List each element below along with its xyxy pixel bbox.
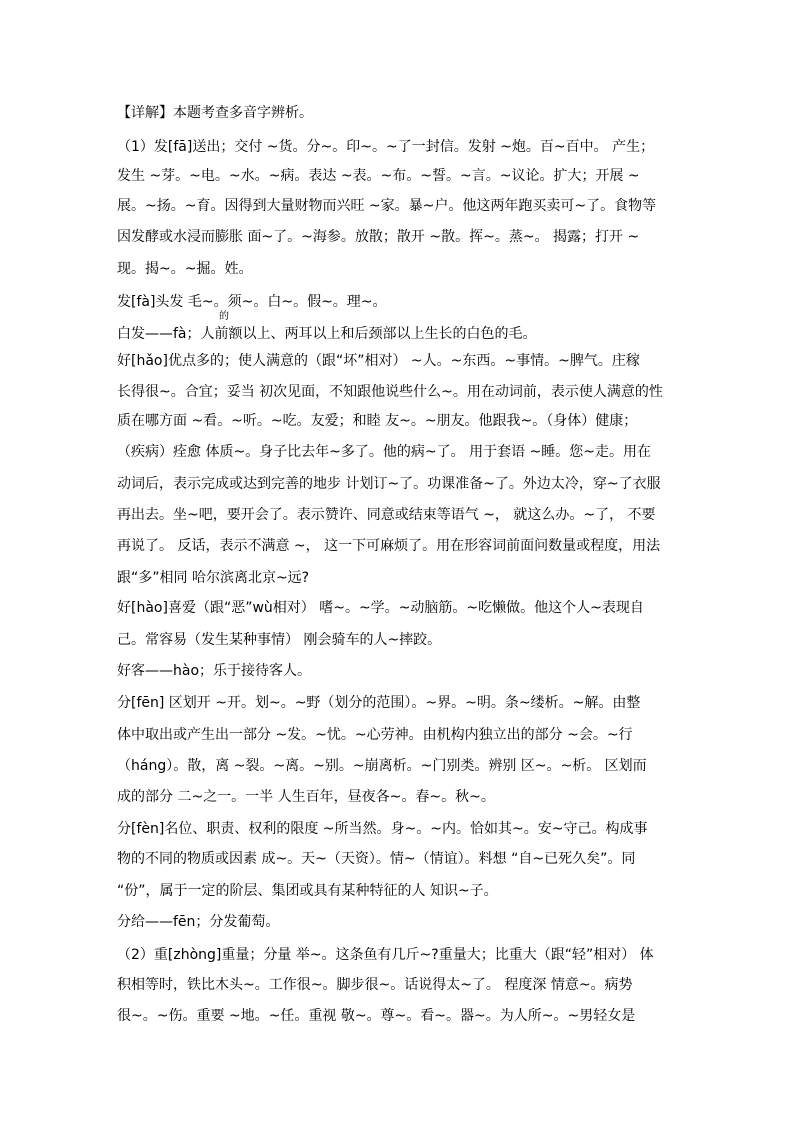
superscript-note: 的 bbox=[219, 311, 229, 322]
text-line: 分给——fēn；分发葡萄。 bbox=[117, 914, 280, 930]
text-line: 成的部分 二~之一。一半 人生百年，昼夜各~。春~。秋~。 bbox=[117, 789, 495, 805]
text-line: 现。揭~。~掘。姓。 bbox=[117, 261, 253, 277]
text-line: 分[fèn]名位、职责、权利的限度 ~所当然。身~。~内。恰如其~。安~守己。构成事 bbox=[117, 821, 648, 837]
text-line: 发生 ~芽。~电。~水。~病。表达 ~表。~布。~誓。~言。~议论。扩大；开展 ~ bbox=[117, 168, 640, 184]
text-line: 好[hào]喜爱（跟“恶”wù相对） 嗜~。~学。~动脑筋。~吃懒做。他这个人~表现自 bbox=[117, 600, 644, 616]
text-line: 好[hǎo]优点多的；使人满意的（跟“坏”相对） ~人。~东西。~事情。~脾气。庄稼 bbox=[117, 353, 640, 369]
text-line: 体中取出或产生出一部分 ~发。~忧。~心劳神。由机构内独立出的部分 ~会。~行 bbox=[117, 727, 633, 743]
text-line: 发[fà]头发 毛~。须~。白~。假~。理~。 bbox=[117, 294, 387, 310]
text-line: 长得很~。合宜；妥当 初次见面，不知跟他说些什么~。用在动词前，表示使人满意的性 bbox=[117, 384, 663, 400]
text-line: 跟“多”相同 哈尔滨离北京~远? bbox=[117, 570, 310, 586]
text-line: 很~。~伤。重要 ~地。~任。重视 敬~。尊~。看~。器~。为人所~。~男轻女是 bbox=[117, 1008, 636, 1024]
text-line: 白发——fà；人前额以上、两耳以上和后颈部以上生长的白色的毛。 bbox=[117, 326, 537, 342]
text-line: （háng）。散，离 ~裂。~离。~别。~崩离析。~门别类。辨别 区~。~析。 区划而 bbox=[117, 758, 647, 774]
text-line: 再出去。坐~吧，要开会了。表示赞许、同意或结束等语气 ~， 就这么办。~了， 不要 bbox=[117, 507, 656, 523]
text-line: 【详解】本题考查多音字辨析。 bbox=[117, 105, 313, 121]
text-line: 动词后，表示完成或达到完善的地步 计划订~了。功课准备~了。外边太冷，穿~了衣服 bbox=[117, 476, 661, 492]
text-line: （疾病）痊愈 体质~。身子比去年~多了。他的病~了。 用于套语 ~睡。您~走。用在 bbox=[117, 444, 652, 460]
text-line: 分[fēn] 区划开 ~开。划~。~野（划分的范围）。~界。~明。条~缕析。~解。由整 bbox=[117, 695, 641, 711]
text-line: 因发酵或水浸而膨胀 面~了。~海参。放散；散开 ~散。挥~。蒸~。 揭露；打开 ~ bbox=[117, 229, 640, 245]
text-line: 物的不同的物质或因素 成~。天~（天资）。情~（情谊）。料想 “自~已死久矣”。同 bbox=[117, 851, 636, 867]
text-line: 己。常容易（发生某种事情） 刚会骑车的人~摔跤。 bbox=[117, 632, 442, 648]
text-line: 好客——hào；乐于接待客人。 bbox=[117, 663, 312, 679]
text-line: 积相等时，铁比木头~。工作很~。脚步很~。话说得太~了。 程度深 情意~。病势 bbox=[117, 977, 633, 993]
text-line: （1）发[fā]送出；交付 ~货。分~。印~。~了一封信。发射 ~炮。百~百中。 产生； bbox=[117, 139, 655, 155]
text-line: 质在哪方面 ~看。~听。~吃。友爱；和睦 友~。~朋友。他跟我~。（身体）健康； bbox=[117, 413, 638, 429]
text-line: 再说了。 反话，表示不满意 ~， 这一下可麻烦了。用在形容词前面问数量或程度，用法 bbox=[117, 538, 661, 554]
text-line: “份”，属于一定的阶层、集团或具有某种特征的人 知识~子。 bbox=[117, 883, 498, 899]
text-line: 展。~扬。~育。因得到大量财物而兴旺 ~家。暴~户。他这两年跑买卖可~了。食物等 bbox=[117, 198, 657, 214]
text-line: （2）重[zhòng]重量；分量 举~。这条鱼有几斤~?重量大；比重大（跟“轻”相对） 体 bbox=[117, 947, 654, 963]
